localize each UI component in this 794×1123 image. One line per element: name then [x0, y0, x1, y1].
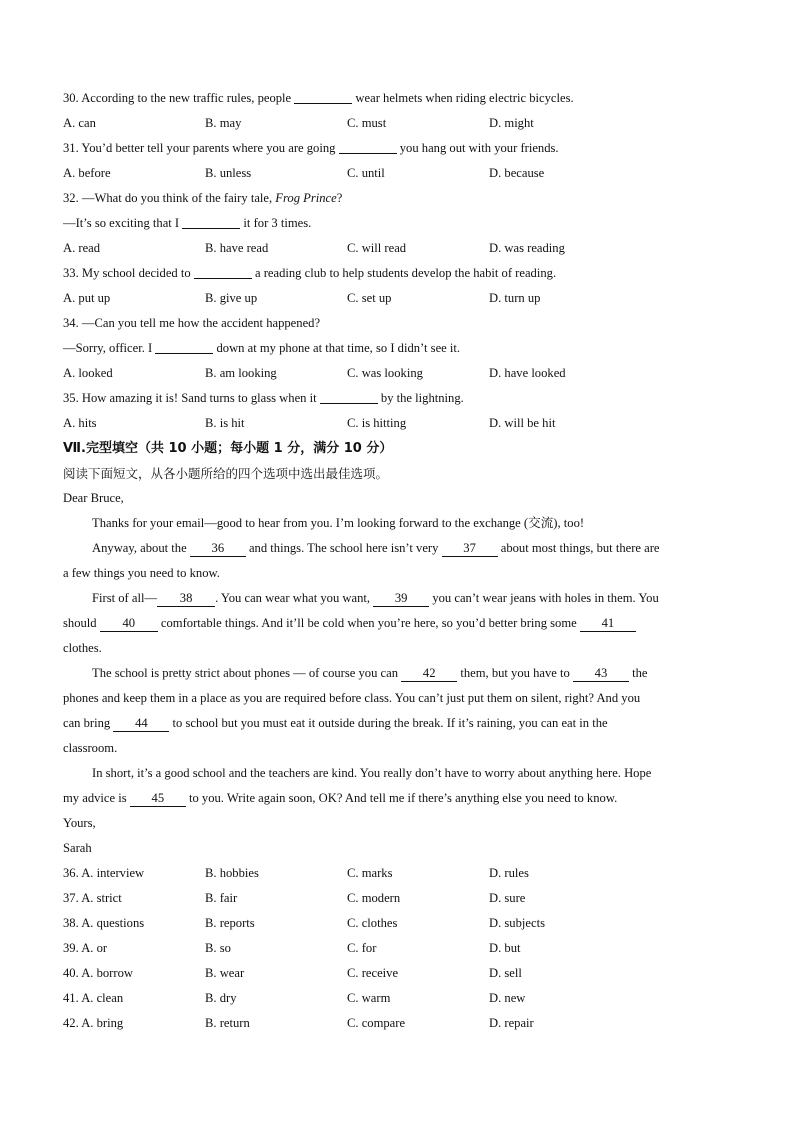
option-a: 40. A. borrow	[63, 966, 133, 980]
letter-text: comfortable things. And it’ll be cold when you’re here, so you’d better bring some	[157, 616, 580, 630]
section-heading: Ⅶ.完型填空（共 10 小题；每小题 1 分，满分 10 分）	[63, 441, 393, 456]
section-instruction: 阅读下面短文，从各小题所给的四个选项中选出最佳选项。	[63, 466, 389, 481]
option-d: D. rules	[489, 866, 529, 880]
option-a: 42. A. bring	[63, 1016, 124, 1030]
cloze-option-row	[63, 1011, 733, 1036]
letter-text: you can’t wear jeans with holes in them. You	[429, 591, 659, 605]
cloze-option-row	[63, 936, 733, 961]
letter-paragraph-5-cont	[63, 786, 733, 811]
blank-43: 43	[573, 666, 629, 682]
option-c: C. will read	[347, 241, 407, 255]
option-c: C. modern	[347, 891, 401, 905]
blank-39: 39	[373, 591, 429, 607]
option-b: B. dry	[205, 991, 237, 1005]
question-text: by the lightning.	[377, 391, 464, 405]
letter-paragraph-5: In short, it’s a good school and the teachers are kind. You really don’t have to worry about anything here. Hope	[92, 766, 652, 780]
option-d: D. because	[489, 166, 545, 180]
cloze-option-row	[63, 911, 733, 936]
letter-text: should	[63, 616, 100, 630]
option-c: C. set up	[347, 291, 392, 305]
letter-paragraph-4	[63, 661, 733, 686]
option-d: D. might	[489, 116, 534, 130]
blank-42: 42	[401, 666, 457, 682]
option-c: C. is hitting	[347, 416, 407, 430]
letter-paragraph-4-cont: phones and keep them in a place as you are required before class. You can’t just put them on silent, right? And you	[63, 691, 641, 705]
options-35	[63, 411, 733, 436]
cloze-option-row	[63, 861, 733, 886]
letter-paragraph-4-cont2	[63, 711, 733, 736]
question-text: it for 3 times.	[240, 216, 312, 230]
answer-blank	[182, 213, 240, 229]
letter-paragraph-3-end: clothes.	[63, 641, 102, 655]
question-31	[63, 136, 733, 161]
answer-blank	[339, 138, 397, 154]
option-b: B. may	[205, 116, 242, 130]
blank-40: 40	[100, 616, 158, 632]
letter-text: The school is pretty strict about phones — of course you can	[92, 666, 402, 680]
option-a: A. put up	[63, 291, 111, 305]
option-d: D. have looked	[489, 366, 566, 380]
blank-36: 36	[190, 541, 246, 557]
option-a: A. hits	[63, 416, 97, 430]
option-d: D. will be hit	[489, 416, 556, 430]
question-text: a reading club to help students develop the habit of reading.	[251, 266, 557, 280]
option-d: D. sure	[489, 891, 526, 905]
answer-blank	[294, 88, 352, 104]
question-32-reply	[63, 211, 733, 236]
answer-blank	[194, 263, 252, 279]
option-a: 39. A. or	[63, 941, 108, 955]
blank-41: 41	[580, 616, 636, 632]
question-text: down at my phone at that time, so I didn’t see it.	[213, 341, 461, 355]
option-d: D. repair	[489, 1016, 534, 1030]
option-c: C. must	[347, 116, 387, 130]
question-34	[63, 311, 733, 336]
option-c: C. for	[347, 941, 377, 955]
option-c: C. warm	[347, 991, 391, 1005]
question-33	[63, 261, 733, 286]
question-34-reply	[63, 336, 733, 361]
letter-paragraph-2	[63, 536, 733, 561]
option-c: C. clothes	[347, 916, 398, 930]
question-text: 32. —What do you think of the fairy tale,	[63, 191, 276, 205]
option-b: B. unless	[205, 166, 252, 180]
letter-text: to school but you must eat it outside during the break. If it’s raining, you can eat in the	[169, 716, 608, 730]
letter-text: First of all—	[92, 591, 158, 605]
question-30	[63, 86, 733, 111]
option-a: 41. A. clean	[63, 991, 124, 1005]
option-d: D. sell	[489, 966, 522, 980]
option-a: 36. A. interview	[63, 866, 145, 880]
option-d: D. turn up	[489, 291, 541, 305]
question-text: 30. According to the new traffic rules, people	[63, 91, 295, 105]
option-b: B. return	[205, 1016, 250, 1030]
options-33	[63, 286, 733, 311]
option-b: B. am looking	[205, 366, 277, 380]
option-d: D. was reading	[489, 241, 565, 255]
option-b: B. wear	[205, 966, 245, 980]
option-d: D. new	[489, 991, 526, 1005]
question-text: —Sorry, officer. I	[63, 341, 156, 355]
option-a: A. looked	[63, 366, 113, 380]
letter-text: . You can wear what you want,	[215, 591, 374, 605]
option-c: C. was looking	[347, 366, 423, 380]
cloze-option-row	[63, 986, 733, 1011]
question-text: 35. How amazing it is! Sand turns to glass when it	[63, 391, 320, 405]
options-30	[63, 111, 733, 136]
letter-text: can bring	[63, 716, 114, 730]
blank-45: 45	[130, 791, 186, 807]
option-b: B. give up	[205, 291, 258, 305]
blank-37: 37	[442, 541, 498, 557]
option-b: B. hobbies	[205, 866, 259, 880]
question-text: ?	[336, 191, 343, 205]
letter-text: my advice is	[63, 791, 130, 805]
letter-closing: Yours,	[63, 816, 96, 830]
option-d: D. but	[489, 941, 521, 955]
question-text: wear helmets when riding electric bicycles.	[352, 91, 574, 105]
question-text: 31. You’d better tell your parents where you are going	[63, 141, 339, 155]
letter-paragraph-1: Thanks for your email—good to hear from you. I’m looking forward to the exchange (交流), too!	[92, 516, 585, 530]
options-31	[63, 161, 733, 186]
cloze-options	[63, 861, 733, 1036]
option-a: 37. A. strict	[63, 891, 122, 905]
question-32	[63, 186, 733, 211]
option-b: B. reports	[205, 916, 255, 930]
letter-salutation: Dear Bruce,	[63, 491, 124, 505]
option-a: 38. A. questions	[63, 916, 145, 930]
options-34	[63, 361, 733, 386]
exam-page	[63, 86, 733, 1036]
letter-text: them, but you have to	[457, 666, 573, 680]
book-title: Frog Prince	[275, 191, 337, 205]
question-text: —It’s so exciting that I	[63, 216, 183, 230]
blank-38: 38	[157, 591, 215, 607]
option-b: B. fair	[205, 891, 238, 905]
option-c: C. receive	[347, 966, 399, 980]
option-a: A. can	[63, 116, 96, 130]
option-a: A. before	[63, 166, 111, 180]
letter-paragraph-3	[63, 586, 733, 611]
answer-blank	[155, 338, 213, 354]
question-35	[63, 386, 733, 411]
letter-text: about most things, but there are	[497, 541, 660, 555]
cloze-option-row	[63, 961, 733, 986]
question-text: 33. My school decided to	[63, 266, 194, 280]
letter-paragraph-3-cont	[63, 611, 733, 636]
option-a: A. read	[63, 241, 101, 255]
question-text: you hang out with your friends.	[396, 141, 559, 155]
letter-text: to you. Write again soon, OK? And tell me if there’s anything else you need to know.	[185, 791, 618, 805]
option-b: B. have read	[205, 241, 269, 255]
letter-text: Anyway, about the	[92, 541, 190, 555]
letter-text: and things. The school here isn’t very	[245, 541, 442, 555]
option-b: B. so	[205, 941, 231, 955]
letter-text: the	[628, 666, 648, 680]
option-c: C. until	[347, 166, 385, 180]
option-d: D. subjects	[489, 916, 545, 930]
letter-paragraph-4-end: classroom.	[63, 741, 118, 755]
question-text: 34. —Can you tell me how the accident happened?	[63, 316, 321, 330]
blank-44: 44	[113, 716, 169, 732]
letter-paragraph-2-cont: a few things you need to know.	[63, 566, 220, 580]
option-b: B. is hit	[205, 416, 245, 430]
option-c: C. marks	[347, 866, 393, 880]
option-c: C. compare	[347, 1016, 406, 1030]
options-32	[63, 236, 733, 261]
letter-signature: Sarah	[63, 841, 92, 855]
cloze-option-row	[63, 886, 733, 911]
answer-blank	[320, 388, 378, 404]
